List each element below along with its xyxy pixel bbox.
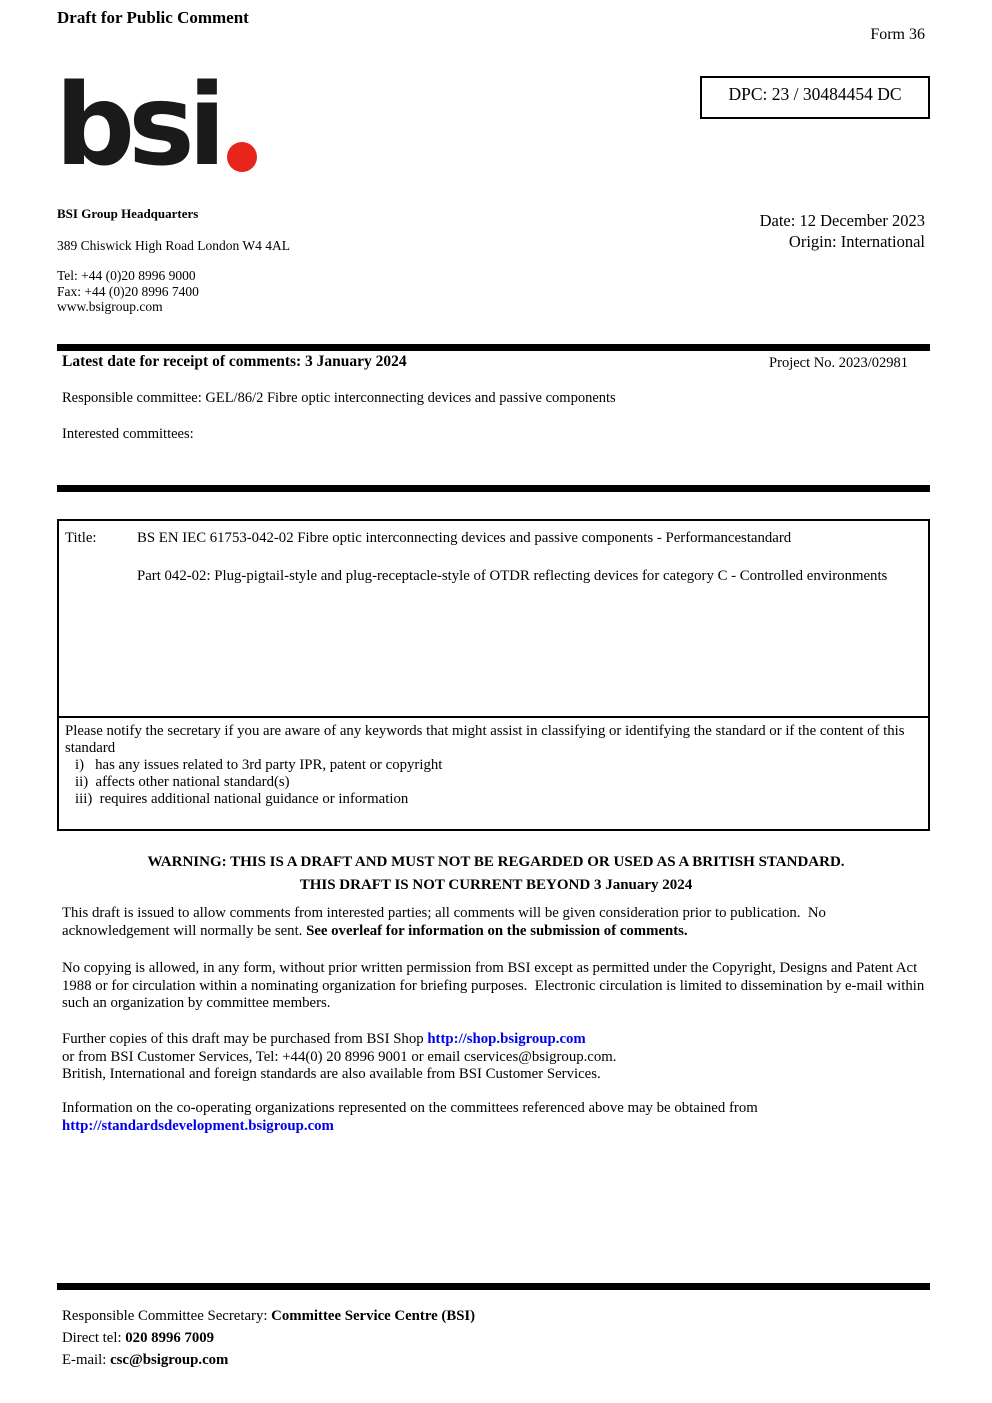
- notify-item-ii: ii) affects other national standard(s): [75, 774, 290, 790]
- origin-value: Origin: International: [788, 232, 925, 251]
- date-origin-block: [760, 210, 925, 252]
- notify-items: [65, 757, 922, 808]
- org-fax: Fax: +44 (0)20 8996 7400: [57, 283, 199, 299]
- standards-development-link[interactable]: http://standardsdevelopment.bsigroup.com: [62, 1117, 334, 1134]
- bsi-shop-link[interactable]: http://shop.bsigroup.com: [427, 1031, 586, 1047]
- org-address: 389 Chiswick High Road London W4 4AL: [57, 238, 290, 253]
- paragraph-further-copies: [62, 1031, 930, 1084]
- notify-item-i: i) has any issues related to 3rd party IPR, patent or copyright: [75, 757, 443, 773]
- draft-issued-text: This draft is issued to allow comments from interested parties; all comments will be given consideration prior to publication. No acknowledgement will normally be sent.: [62, 905, 830, 939]
- see-overleaf-bold-text: See overleaf for information on the submission of comments.: [306, 922, 688, 939]
- draft-for-public-comment-label: Draft for Public Comment: [57, 8, 249, 27]
- secretary-line: [62, 1305, 475, 1327]
- title-box: [57, 519, 930, 718]
- secretary-footer: [62, 1305, 475, 1371]
- email-line: [62, 1349, 475, 1371]
- draft-warning: [0, 851, 992, 897]
- warning-line-1: WARNING: THIS IS A DRAFT AND MUST NOT BE REGARDED OR USED AS A BRITISH STANDARD.: [147, 854, 845, 870]
- org-name: BSI Group Headquarters: [57, 206, 199, 221]
- latest-date-label: Latest date for receipt of comments: 3 January 2024: [62, 353, 407, 370]
- paragraph-draft-issued: [62, 905, 930, 940]
- project-number-label: Project No. 2023/02981: [769, 355, 908, 371]
- divider-bar-middle: [57, 485, 930, 492]
- paragraph-cooperating-orgs: [62, 1100, 930, 1135]
- direct-tel-line: [62, 1327, 475, 1349]
- dpc-number-box: DPC: 23 / 30484454 DC: [700, 76, 930, 119]
- title-text: [137, 529, 907, 716]
- direct-tel-value: 020 8996 7009: [125, 1330, 215, 1346]
- standard-part-line: Part 042-02: Plug-pigtail-style and plug-receptacle-style of OTDR reflecting devices for category C - Controlled environments: [137, 568, 888, 584]
- org-website: www.bsigroup.com: [57, 299, 163, 314]
- cooperating-info-text: Information on the co-operating organizations represented on the committees referenced above may be obtained from: [62, 1100, 758, 1116]
- notify-item-iii: iii) requires additional national guidance or information: [75, 791, 409, 807]
- date-value: Date: 12 December 2023: [759, 211, 925, 230]
- standards-available-line: British, International and foreign standards are also available from BSI Customer Services.: [62, 1066, 601, 1083]
- bsi-logo: [55, 61, 257, 191]
- standard-title-line: BS EN IEC 61753-042-02 Fibre optic interconnecting devices and passive components - Performancestandard: [137, 530, 792, 546]
- email-value: csc@bsigroup.com: [110, 1352, 229, 1368]
- org-contact-block: [57, 268, 199, 315]
- title-label: Title:: [65, 530, 97, 546]
- warning-line-2: THIS DRAFT IS NOT CURRENT BEYOND 3 January 2024: [299, 877, 693, 893]
- email-label: E-mail:: [62, 1352, 111, 1368]
- bsi-logo-text: bsi: [55, 61, 220, 191]
- divider-bar-bottom: [57, 1283, 930, 1290]
- secretary-value: Committee Service Centre (BSI): [271, 1308, 476, 1324]
- secretary-label: Responsible Committee Secretary:: [62, 1308, 272, 1324]
- direct-tel-label: Direct tel:: [62, 1330, 126, 1346]
- org-tel: Tel: +44 (0)20 8996 9000: [57, 268, 196, 283]
- form-number-label: Form 36: [870, 26, 925, 43]
- paragraph-no-copying: No copying is allowed, in any form, without prior written permission from BSI except as permitted under the Copyright, Designs and Patent Act 1988 or for circulation within a nominating organization for briefing purposes. Electronic circulation is limited to dissemination by e-mail within such an organization by committee members.: [62, 960, 928, 1012]
- interested-committees-label: Interested committees:: [62, 426, 194, 442]
- divider-bar-top: [57, 344, 930, 351]
- further-copies-line: [62, 1031, 930, 1049]
- keywords-notify-box: [57, 718, 930, 831]
- responsible-committee-label: Responsible committee: GEL/86/2 Fibre optic interconnecting devices and passive components: [62, 390, 616, 406]
- bsi-logo-red-dot-icon: [227, 142, 257, 172]
- customer-services-line: or from BSI Customer Services, Tel: +44(0) 20 8996 9001 or email cservices@bsigroup.com.: [62, 1048, 617, 1065]
- further-copies-text: Further copies of this draft may be purchased from BSI Shop: [62, 1031, 428, 1047]
- notify-intro: Please notify the secretary if you are aware of any keywords that might assist in classifying or identifying the standard or if the content of this standard: [65, 723, 905, 756]
